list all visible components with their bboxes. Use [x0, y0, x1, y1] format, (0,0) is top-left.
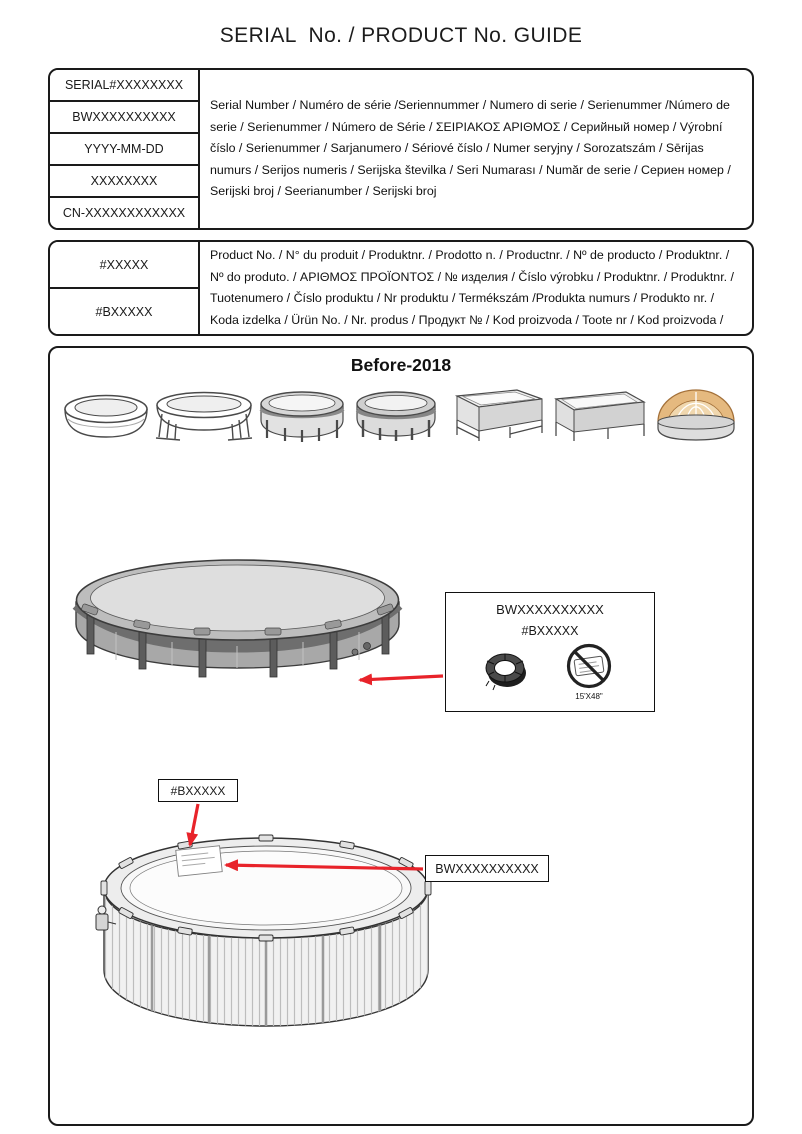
- product-format-b: #BXXXXX: [50, 289, 198, 334]
- pool-size-label: 15'X48": [575, 692, 603, 701]
- before-2018-section: [48, 346, 754, 1126]
- serial-format-bw: BWXXXXXXXXXX: [50, 102, 198, 134]
- product-format-hash: #XXXXX: [50, 242, 198, 289]
- serial-format-hash: SERIAL#XXXXXXXX: [50, 70, 198, 102]
- callout-icons: [446, 642, 654, 701]
- pool-types-row: [62, 384, 740, 442]
- callout-product-number: #BXXXXX: [521, 624, 579, 638]
- serial-description-wrap: [210, 70, 746, 228]
- dome-covered-pool-icon: [652, 384, 740, 442]
- rectangular-frame-pool-icon: [445, 386, 545, 442]
- product-description-wrap: [210, 242, 746, 334]
- serial-location-callout: [445, 592, 655, 712]
- product-number-section: [48, 240, 754, 336]
- serial-format-date: YYYY-MM-DD: [50, 134, 198, 166]
- callout-serial-number: BWXXXXXXXXXX: [496, 602, 604, 617]
- strainer-ring-icon: [482, 642, 530, 692]
- serial-number-section: [48, 68, 754, 230]
- not-on-size-label: [560, 642, 618, 701]
- round-frame-pool-icon: [351, 390, 441, 442]
- steel-wall-pool-illustration: [95, 828, 437, 1046]
- oval-frame-pool-icon: [257, 390, 347, 442]
- product-code-table: [50, 242, 200, 334]
- rectangular-frame-pool-wide-icon: [548, 386, 648, 442]
- product-description: Product No. / N° du produit / Produktnr. / Prodotto n. / Productnr. / Nº de producto / Produktnr. / Nº do produto. / ΑΡΙΘΜΟΣ ΠΡΟΪΟΝΤΟΣ / № изделия / Číslo výrobku / Produktnr. / Produktnr. / Tuotenumero / Číslo produktu / Nr produktu / Termékszám /Produkta numurs / Produkto nr. / Koda izdelka / Ürün No. / Nr. produs / Продукт № / Kod proizvoda / Toote nr / Kod proizvoda /: [210, 248, 734, 327]
- frame-pool-illustration: [70, 554, 405, 714]
- serial-format-digits: XXXXXXXX: [50, 166, 198, 198]
- round-inflatable-pool-icon: [62, 392, 150, 442]
- serial-description: Serial Number / Numéro de série /Seriennummer / Numero di serie / Serienummer /Número de serie / Serienummer / Número de Série / ΣΕΙΡΙΑΚΟΣ ΑΡΙΘΜΟΣ / Серийный номер / Výrobní číslo / Serienummer / Sarjanumero / Sériové číslo / Numer seryjny / Sorozatszám / Sērijas numurs / Serijos numeris / Serijska številka / Seri Numarası / Număr de serie / Сериен номер / Serijski broj / Seerianumber / Serijski broj: [210, 98, 731, 199]
- serial-format-cn: CN-XXXXXXXXXXXX: [50, 198, 198, 228]
- page-title: SERIAL No. / PRODUCT No. GUIDE: [219, 24, 583, 47]
- serial-code-table: [50, 70, 200, 228]
- oval-inflatable-pool-icon: [154, 390, 254, 442]
- prohibited-label-icon: [560, 642, 618, 692]
- serial-sticker: [176, 846, 222, 876]
- product-number-tag: #BXXXXX: [158, 779, 238, 802]
- section-heading: Before-2018: [350, 355, 452, 375]
- serial-number-tag: BWXXXXXXXXXX: [425, 855, 549, 882]
